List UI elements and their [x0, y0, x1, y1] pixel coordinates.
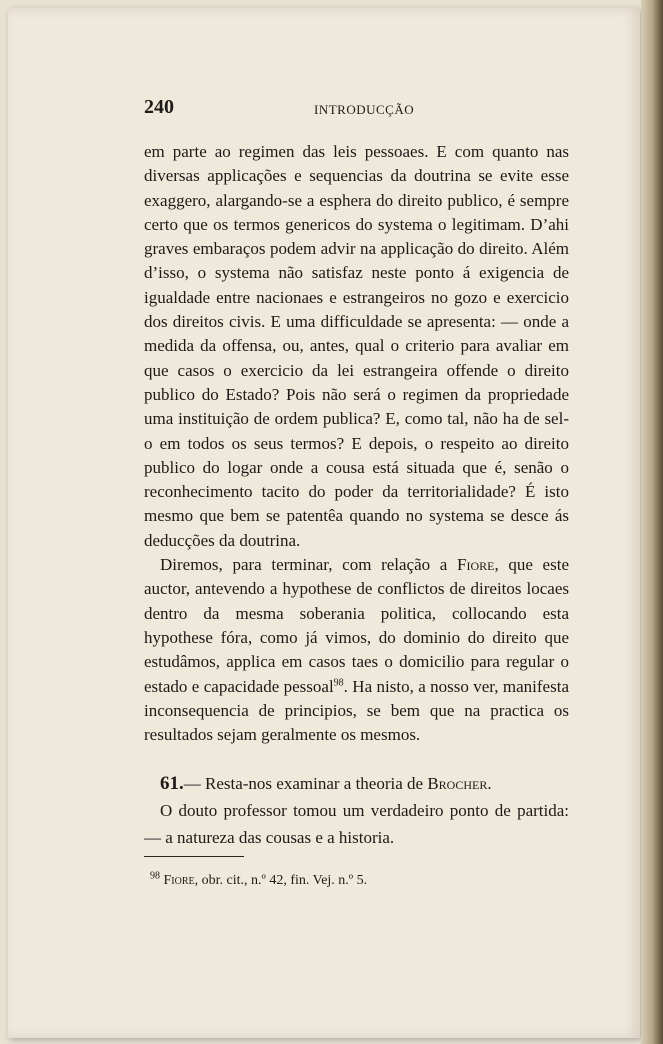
- footnote-reference: 98: [333, 676, 344, 688]
- footnote-text: , obr. cit., n.º 42, fin. Vej. n.º 5.: [194, 873, 368, 888]
- footnote-number: 98: [150, 870, 160, 882]
- text-run: Diremos, para terminar, com relação a: [160, 555, 457, 575]
- page-edge: [641, 0, 663, 1044]
- paragraph: O douto professor tomou um verdadeiro ponto de partida: — a natureza das cousas e a historia.: [144, 801, 569, 847]
- page-number: 240: [144, 96, 174, 118]
- paragraph: [144, 553, 569, 747]
- section-number: 61.: [160, 773, 184, 794]
- body-text: [144, 140, 569, 747]
- running-title: INTRODUCÇÃO: [314, 102, 415, 117]
- author-name: Fiore: [457, 555, 495, 575]
- page-header: [144, 96, 574, 120]
- author-name: Brocher: [427, 774, 488, 793]
- section-61: [144, 770, 569, 851]
- paragraph: [144, 140, 569, 553]
- footnote-rule: [144, 856, 244, 857]
- text-run: . Ha nisto, a nosso ver, manifesta inconsequencia de principios, se bem que na practica os resultados sejam geralmente os mesmos.: [144, 676, 569, 745]
- section-heading: [144, 770, 569, 797]
- text-run: , que este auctor, antevendo a hypothese de conflictos de direitos locaes dentro da mesma soberania politica, collocando esta hypothese fóra, como já vimos, do dominio do direito que estudâmos, applica em casos taes o domicilio para regular o estado e capacidade pessoal: [144, 555, 569, 696]
- footnote: [150, 870, 570, 889]
- author-name: Fiore: [163, 873, 195, 888]
- paragraph-text: em parte ao regimen das leis pessoaes. E com quanto nas diversas applicações e sequencias da doutrina se evite esse exaggero, alargando-se a esphera do direito publico, é sempre certo que os termos genericos do systema o legitimam. D’ahi graves embaraços podem advir na applicação do direito. Além d’isso, o systema não satisfaz neste ponto á exigencia de igualdade entre nacionaes e estrangeiros no gozo e exercicio dos direitos civis. E uma difficuldade se apresenta: — onde a medida da offensa, ou, antes, qual o criterio para avaliar em que casos o exercicio da lei estrangeira offende o direito publico do Estado? Pois não será o regimen da propriedade uma instituição de ordem publica? E, como tal, não ha de sel-o em todos os seus termos? E depois, o respeito ao direito publico do logar onde a cousa está situada que é, senão o reconhecimento tacito do poder da territorialidade? É isto mesmo que bem se patentêa quando no systema se desce ás deducções da doutrina.: [144, 142, 569, 550]
- text-run: .: [487, 774, 492, 793]
- text-run: — Resta-nos examinar a theoria de: [183, 774, 428, 793]
